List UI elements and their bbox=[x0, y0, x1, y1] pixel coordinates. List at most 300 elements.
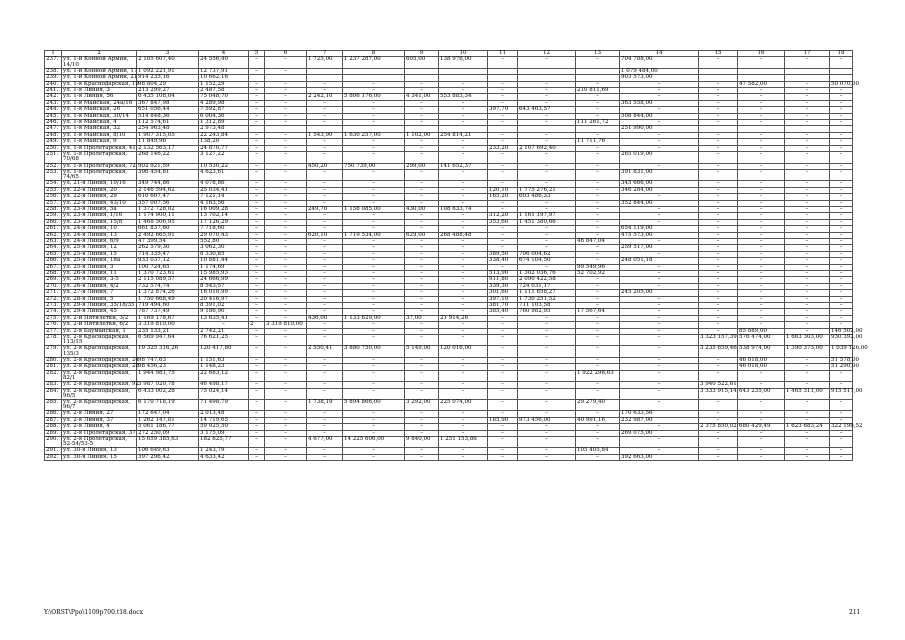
value-cell: – bbox=[620, 364, 699, 370]
value-cell: – bbox=[405, 364, 439, 370]
value-cell: – bbox=[265, 388, 307, 399]
value-cell: – bbox=[830, 448, 853, 454]
value-cell: – bbox=[699, 206, 738, 212]
row-number-cell: 241. bbox=[45, 88, 62, 94]
value-cell: 711 103,58 bbox=[518, 303, 576, 309]
value-cell: 714 335,47 bbox=[137, 251, 199, 257]
value-cell: – bbox=[576, 364, 620, 370]
row-number-cell: 283. bbox=[45, 382, 62, 388]
value-cell: 3 292,00 bbox=[405, 399, 439, 410]
value-cell: – bbox=[307, 88, 343, 94]
value-cell: – bbox=[620, 107, 699, 113]
value-cell: – bbox=[785, 296, 830, 302]
value-cell: – bbox=[439, 226, 488, 232]
value-cell: – bbox=[785, 107, 830, 113]
value-cell: 7 592,87 bbox=[199, 107, 249, 113]
value-cell: – bbox=[249, 382, 265, 388]
value-cell: – bbox=[249, 219, 265, 225]
value-cell: – bbox=[265, 430, 307, 436]
value-cell: – bbox=[249, 187, 265, 193]
value-cell: 732 574,74 bbox=[137, 283, 199, 289]
value-cell: – bbox=[699, 296, 738, 302]
value-cell: – bbox=[488, 132, 518, 138]
value-cell: – bbox=[405, 245, 439, 251]
value-cell: – bbox=[265, 290, 307, 296]
value-cell: – bbox=[265, 399, 307, 410]
value-cell: 322 198,52 bbox=[831, 423, 863, 430]
value-cell: – bbox=[576, 145, 620, 151]
value-cell: – bbox=[405, 370, 439, 381]
value-cell: – bbox=[307, 120, 343, 126]
value-cell: 1 907 315,05 bbox=[137, 132, 199, 138]
value-cell: – bbox=[405, 357, 439, 363]
value-cell: – bbox=[576, 424, 620, 430]
value-cell: 2 107 692,40 bbox=[518, 145, 576, 151]
value-cell: 29 070,43 bbox=[199, 232, 249, 238]
value-cell: – bbox=[738, 88, 785, 94]
value-cell: 16 010,99 bbox=[199, 290, 249, 296]
address-cell: ул. 23-я Линия, 15/8 bbox=[62, 219, 137, 225]
value-cell: – bbox=[699, 81, 738, 87]
value-cell: – bbox=[518, 152, 576, 163]
column-number-header: 14 bbox=[620, 51, 699, 57]
value-cell: – bbox=[738, 264, 785, 270]
row-number-cell: 270. bbox=[45, 283, 62, 289]
value-cell: – bbox=[488, 152, 518, 163]
value-cell: – bbox=[620, 238, 699, 244]
value-cell: – bbox=[738, 290, 785, 296]
value-cell: – bbox=[405, 277, 439, 283]
value-cell: – bbox=[699, 277, 738, 283]
value-cell: 1 465 311,00 bbox=[785, 388, 830, 399]
value-cell: – bbox=[439, 357, 488, 363]
value-cell: 24 556,40 bbox=[199, 57, 249, 68]
address-cell: ул. 30-я Линия, 15 bbox=[62, 454, 137, 460]
address-cell: ул. 2-й Пятилетки, 3/2 bbox=[62, 315, 137, 321]
value-cell: – bbox=[307, 251, 343, 257]
value-cell: 172 647,04 bbox=[137, 411, 199, 417]
value-cell: – bbox=[249, 346, 265, 357]
value-cell: – bbox=[785, 181, 830, 187]
value-cell: – bbox=[620, 81, 699, 87]
value-cell: – bbox=[265, 132, 307, 138]
value-cell: – bbox=[249, 277, 265, 283]
value-cell: – bbox=[249, 271, 265, 277]
value-cell: – bbox=[699, 107, 738, 113]
value-cell: 268 146,22 bbox=[137, 152, 199, 163]
value-cell: – bbox=[343, 219, 405, 225]
value-cell: 1 148,23 bbox=[199, 364, 249, 370]
column-number-header: 11 bbox=[488, 51, 518, 57]
value-cell: – bbox=[265, 94, 307, 100]
value-cell: – bbox=[249, 226, 265, 232]
value-cell: – bbox=[785, 245, 830, 251]
value-cell: 2 492 665,91 bbox=[137, 232, 199, 238]
row-number-cell: 279. bbox=[45, 346, 62, 357]
row-number-cell: 273. bbox=[45, 303, 62, 309]
address-cell: ул. 27-я Линия, 7 bbox=[62, 290, 137, 296]
value-cell: 903 573,00 bbox=[620, 75, 699, 81]
value-cell: – bbox=[785, 132, 830, 138]
value-cell: – bbox=[249, 370, 265, 381]
value-cell: 680 429,49 bbox=[738, 424, 785, 430]
value-cell: – bbox=[265, 251, 307, 257]
row-number-cell: 288. bbox=[45, 424, 62, 430]
row-number-cell: 254. bbox=[45, 181, 62, 187]
value-cell: – bbox=[343, 120, 405, 126]
address-cell: ул. 1-я Пролетарская, 74/65 bbox=[62, 169, 137, 180]
value-cell: 251 990,00 bbox=[620, 126, 699, 132]
value-cell: 2 090 422,58 bbox=[518, 277, 576, 283]
address-cell: ул. 24-я Линия, 13 bbox=[62, 232, 137, 238]
value-cell: 1 738,19 bbox=[307, 399, 343, 410]
value-cell: – bbox=[439, 417, 488, 423]
table-row bbox=[45, 436, 853, 447]
value-cell: – bbox=[439, 309, 488, 315]
value-cell: – bbox=[830, 88, 853, 94]
value-cell: – bbox=[307, 100, 343, 106]
value-cell: – bbox=[343, 238, 405, 244]
value-cell: – bbox=[265, 357, 307, 363]
value-cell: – bbox=[405, 258, 439, 264]
value-cell: – bbox=[576, 206, 620, 212]
value-cell: – bbox=[439, 245, 488, 251]
value-cell: – bbox=[307, 81, 343, 87]
table-row bbox=[45, 169, 853, 180]
value-cell: 10 662,16 bbox=[199, 75, 249, 81]
value-cell: – bbox=[405, 139, 439, 145]
value-cell: 46 018,00 bbox=[738, 364, 785, 370]
value-cell: – bbox=[830, 152, 853, 163]
value-cell: – bbox=[265, 277, 307, 283]
value-cell: – bbox=[576, 152, 620, 163]
value-cell: – bbox=[405, 411, 439, 417]
value-cell: 4 677,00 bbox=[307, 436, 343, 447]
value-cell: – bbox=[249, 181, 265, 187]
address-cell: ул. 1-й Конной Армии, 14/10 bbox=[62, 57, 137, 68]
value-cell: – bbox=[249, 200, 265, 206]
value-cell: – bbox=[699, 132, 738, 138]
value-cell: – bbox=[830, 238, 853, 244]
value-cell: 8 330,85 bbox=[199, 251, 249, 257]
value-cell: – bbox=[830, 399, 853, 410]
value-cell: 3 323 157,39 bbox=[699, 335, 738, 346]
value-cell: – bbox=[830, 107, 853, 113]
value-cell: – bbox=[699, 226, 738, 232]
value-cell: – bbox=[439, 139, 488, 145]
value-cell: 14 719,65 bbox=[199, 417, 249, 423]
value-cell: 5 806 176,00 bbox=[343, 94, 405, 100]
value-cell: – bbox=[265, 219, 307, 225]
value-cell: – bbox=[620, 346, 699, 357]
value-cell: – bbox=[830, 382, 853, 388]
value-cell: 301,60 bbox=[488, 290, 518, 296]
value-cell: 1 302 036,76 bbox=[518, 271, 576, 277]
value-cell: – bbox=[518, 322, 576, 328]
value-cell: – bbox=[265, 139, 307, 145]
column-number-header: 2 bbox=[62, 51, 137, 57]
value-cell: – bbox=[488, 169, 518, 180]
value-cell: 3 987 020,78 bbox=[137, 382, 199, 388]
value-cell: – bbox=[576, 357, 620, 363]
value-cell: 381,70 bbox=[488, 303, 518, 309]
value-cell: – bbox=[576, 277, 620, 283]
value-cell: – bbox=[265, 213, 307, 219]
value-cell: – bbox=[439, 107, 488, 113]
row-number-cell: 260. bbox=[45, 219, 62, 225]
value-cell: 1 372 728,02 bbox=[137, 206, 199, 212]
value-cell: – bbox=[576, 258, 620, 264]
value-cell: 6 170 718,19 bbox=[137, 399, 199, 410]
value-cell: 1 730 251,52 bbox=[518, 296, 576, 302]
value-cell: – bbox=[488, 322, 518, 328]
value-cell: 5 061 186,77 bbox=[137, 424, 199, 430]
value-cell: 2 146 594,62 bbox=[137, 187, 199, 193]
value-cell: – bbox=[343, 290, 405, 296]
value-cell: – bbox=[699, 145, 738, 151]
value-cell: – bbox=[265, 271, 307, 277]
value-cell: 2 487,58 bbox=[199, 88, 249, 94]
value-cell: – bbox=[699, 232, 738, 238]
column-number-header: 9 bbox=[405, 51, 439, 57]
value-cell: 185,90 bbox=[488, 417, 518, 423]
value-cell: – bbox=[785, 303, 830, 309]
column-number-header: 15 bbox=[699, 51, 738, 57]
value-cell: 272 250,09 bbox=[137, 430, 199, 436]
value-cell: 210 811,69 bbox=[576, 88, 620, 94]
value-cell: – bbox=[576, 132, 620, 138]
value-cell: – bbox=[405, 322, 439, 328]
column-number-header: 17 bbox=[785, 51, 830, 57]
value-cell: – bbox=[307, 370, 343, 381]
value-cell: – bbox=[265, 100, 307, 106]
value-cell: – bbox=[307, 417, 343, 423]
value-cell: 165,20 bbox=[488, 194, 518, 200]
value-cell: 2 013,48 bbox=[199, 411, 249, 417]
value-cell: – bbox=[405, 382, 439, 388]
value-cell: 120,10 bbox=[488, 187, 518, 193]
value-cell: 13 702,14 bbox=[199, 213, 249, 219]
value-cell: 269 075,00 bbox=[620, 430, 699, 436]
column-number-header: 3 bbox=[137, 51, 199, 57]
value-cell: – bbox=[576, 322, 620, 328]
row-number-cell: 289. bbox=[45, 430, 62, 436]
value-cell: – bbox=[620, 296, 699, 302]
value-cell: – bbox=[439, 88, 488, 94]
row-number-cell: 290. bbox=[45, 436, 62, 447]
value-cell: – bbox=[699, 120, 738, 126]
value-cell: – bbox=[738, 232, 785, 238]
value-cell: 1 079 484,00 bbox=[620, 68, 699, 74]
value-cell: – bbox=[265, 436, 307, 447]
value-cell: – bbox=[699, 264, 738, 270]
value-cell: – bbox=[576, 232, 620, 238]
value-cell: – bbox=[488, 100, 518, 106]
value-cell: 1 111 658,27 bbox=[518, 290, 576, 296]
address-cell: ул. 22-я Линия, 20 bbox=[62, 187, 137, 193]
address-cell: ул. 1-я Линия, 56 bbox=[62, 94, 137, 100]
value-cell: – bbox=[576, 315, 620, 321]
value-cell: – bbox=[518, 388, 576, 399]
value-cell: 120 016,00 bbox=[439, 346, 488, 357]
value-cell: – bbox=[699, 411, 738, 417]
value-cell: – bbox=[518, 364, 576, 370]
value-cell: – bbox=[620, 194, 699, 200]
row-number-cell: 275. bbox=[45, 315, 62, 321]
table-row bbox=[45, 346, 853, 357]
table-row bbox=[45, 57, 853, 68]
value-cell: – bbox=[518, 169, 576, 180]
value-cell: – bbox=[439, 169, 488, 180]
address-cell: ул. 26-я Линия, 4/2 bbox=[62, 283, 137, 289]
register-table-container bbox=[44, 50, 868, 461]
value-cell: – bbox=[439, 120, 488, 126]
value-cell: – bbox=[249, 113, 265, 119]
value-cell: – bbox=[830, 219, 853, 225]
value-cell: – bbox=[738, 145, 785, 151]
row-number-cell: 238. bbox=[45, 68, 62, 74]
value-cell: – bbox=[576, 328, 620, 334]
value-cell: – bbox=[576, 100, 620, 106]
value-cell: 654 119,00 bbox=[620, 226, 699, 232]
value-cell: – bbox=[343, 169, 405, 180]
value-cell: – bbox=[518, 346, 576, 357]
value-cell: – bbox=[439, 448, 488, 454]
value-cell: – bbox=[249, 296, 265, 302]
value-cell: – bbox=[576, 226, 620, 232]
value-cell: – bbox=[439, 303, 488, 309]
value-cell: – bbox=[307, 145, 343, 151]
value-cell: – bbox=[265, 113, 307, 119]
value-cell: – bbox=[488, 315, 518, 321]
value-cell: – bbox=[830, 430, 853, 436]
row-number-cell: 276. bbox=[45, 322, 62, 328]
value-cell: – bbox=[488, 388, 518, 399]
value-cell: – bbox=[343, 364, 405, 370]
value-cell: – bbox=[488, 448, 518, 454]
value-cell: – bbox=[518, 88, 576, 94]
value-cell: – bbox=[307, 187, 343, 193]
value-cell: – bbox=[343, 303, 405, 309]
value-cell: – bbox=[249, 120, 265, 126]
value-cell: – bbox=[405, 448, 439, 454]
value-cell: – bbox=[343, 328, 405, 334]
value-cell: – bbox=[518, 206, 576, 212]
value-cell: – bbox=[620, 335, 699, 346]
value-cell: – bbox=[439, 81, 488, 87]
value-cell: – bbox=[343, 448, 405, 454]
value-cell: 706 004,62 bbox=[518, 251, 576, 257]
address-cell: ул. 28-я Линия, 5 bbox=[62, 296, 137, 302]
value-cell: – bbox=[518, 81, 576, 87]
value-cell: 704 788,00 bbox=[620, 57, 699, 68]
value-cell: – bbox=[265, 163, 307, 169]
value-cell: – bbox=[439, 264, 488, 270]
value-cell: 2 bbox=[249, 322, 265, 328]
value-cell: – bbox=[265, 328, 307, 334]
value-cell: 345 666,00 bbox=[620, 181, 699, 187]
value-cell: – bbox=[249, 206, 265, 212]
column-number-header: 16 bbox=[738, 51, 785, 57]
value-cell: 24 870,77 bbox=[199, 145, 249, 151]
value-cell: – bbox=[830, 277, 853, 283]
value-cell: – bbox=[576, 346, 620, 357]
value-cell: 3 235 659,46 bbox=[699, 346, 738, 357]
value-cell: – bbox=[307, 238, 343, 244]
value-cell: – bbox=[576, 251, 620, 257]
value-cell: – bbox=[785, 238, 830, 244]
value-cell: – bbox=[439, 213, 488, 219]
value-cell: 1 092 221,91 bbox=[137, 68, 199, 74]
value-cell: – bbox=[343, 357, 405, 363]
value-cell: – bbox=[518, 181, 576, 187]
row-number-cell: 272. bbox=[45, 296, 62, 302]
value-cell: – bbox=[518, 436, 576, 447]
value-cell: 17 567,64 bbox=[576, 309, 620, 315]
value-cell: – bbox=[738, 194, 785, 200]
address-cell: ул. 29-я Линия, 45 bbox=[62, 309, 137, 315]
value-cell: 245 205,00 bbox=[620, 290, 699, 296]
value-cell: – bbox=[518, 100, 576, 106]
value-cell: 643 235,00 bbox=[738, 388, 785, 399]
value-cell: – bbox=[738, 107, 785, 113]
value-cell: 508 844,00 bbox=[620, 113, 699, 119]
value-cell: 1 039 126,00 bbox=[830, 346, 853, 357]
value-cell: – bbox=[265, 245, 307, 251]
row-number-cell: 252. bbox=[45, 163, 62, 169]
value-cell: – bbox=[405, 152, 439, 163]
value-cell: – bbox=[307, 430, 343, 436]
value-cell: 24 666,99 bbox=[199, 277, 249, 283]
value-cell: 436,00 bbox=[307, 315, 343, 321]
value-cell: – bbox=[699, 169, 738, 180]
value-cell: – bbox=[265, 145, 307, 151]
value-cell: 629,00 bbox=[405, 232, 439, 238]
value-cell: – bbox=[439, 424, 488, 430]
value-cell: – bbox=[738, 226, 785, 232]
value-cell: 1 922 298,63 bbox=[576, 370, 620, 381]
value-cell: – bbox=[785, 113, 830, 119]
footer-page-number: 211 bbox=[849, 609, 861, 616]
value-cell: – bbox=[785, 169, 830, 180]
value-cell: 10 530,22 bbox=[199, 163, 249, 169]
value-cell: – bbox=[488, 238, 518, 244]
row-number-cell: 247. bbox=[45, 126, 62, 132]
value-cell: – bbox=[405, 328, 439, 334]
value-cell: – bbox=[343, 107, 405, 113]
value-cell: – bbox=[518, 139, 576, 145]
value-cell: 14 225 606,00 bbox=[343, 436, 405, 447]
value-cell: – bbox=[830, 264, 853, 270]
value-cell: – bbox=[405, 145, 439, 151]
value-cell: – bbox=[405, 213, 439, 219]
value-cell: – bbox=[439, 200, 488, 206]
row-number-cell: 248. bbox=[45, 132, 62, 138]
value-cell: – bbox=[249, 258, 265, 264]
row-number-cell: 251. bbox=[45, 152, 62, 163]
value-cell: 1 312,89 bbox=[199, 120, 249, 126]
value-cell: – bbox=[830, 120, 853, 126]
row-number-cell: 263. bbox=[45, 238, 62, 244]
value-cell: – bbox=[307, 309, 343, 315]
row-number-cell: 261. bbox=[45, 226, 62, 232]
address-cell: ул. 1-й Конной Армии, 21 bbox=[63, 74, 138, 81]
value-cell: – bbox=[699, 200, 738, 206]
value-cell: – bbox=[439, 258, 488, 264]
value-cell: 4 341,00 bbox=[405, 94, 439, 100]
value-cell: – bbox=[488, 120, 518, 126]
value-cell: – bbox=[249, 232, 265, 238]
